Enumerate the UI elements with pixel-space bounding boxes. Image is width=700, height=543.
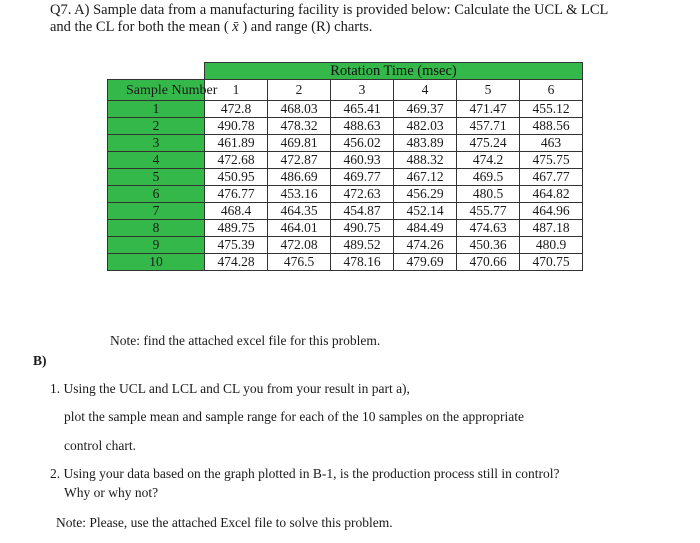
rotation-time-cell: 464.82: [520, 186, 583, 203]
rotation-time-cell: 489.52: [331, 237, 394, 254]
rotation-time-cell: 469.37: [394, 101, 457, 118]
rotation-time-cell: 455.12: [520, 101, 583, 118]
rotation-time-cell: 470.66: [457, 254, 520, 271]
part-b-label: B): [33, 353, 47, 368]
rotation-time-cell: 450.95: [205, 169, 268, 186]
table-row: [108, 254, 583, 271]
rotation-time-cell: 482.03: [394, 118, 457, 135]
rotation-time-cell: 471.47: [457, 101, 520, 118]
rotation-time-cell: 476.77: [205, 186, 268, 203]
rotation-time-cell: 464.35: [268, 203, 331, 220]
sample-number-cell: 4: [108, 152, 205, 169]
rotation-time-cell: 486.69: [268, 169, 331, 186]
sample-number-cell: 2: [108, 118, 205, 135]
table-row: [108, 186, 583, 203]
rotation-time-cell: 490.75: [331, 220, 394, 237]
table-row: [108, 135, 583, 152]
rotation-time-cell: 488.56: [520, 118, 583, 135]
rotation-time-cell: 487.18: [520, 220, 583, 237]
sample-number-label: Sample Number: [126, 82, 218, 98]
column-header-4: 4: [394, 80, 457, 101]
sample-number-cell: 5: [108, 169, 205, 186]
table-row: [108, 101, 583, 118]
rotation-time-cell: 468.03: [268, 101, 331, 118]
sample-number-cell: 8: [108, 220, 205, 237]
column-header-2: 2: [268, 80, 331, 101]
note-part-a: Note: find the attached excel file for this problem.: [110, 333, 381, 348]
rotation-time-cell: 490.78: [205, 118, 268, 135]
question-line-2-start: and the CL for both the mean (: [50, 19, 229, 35]
rotation-time-cell: 475.39: [205, 237, 268, 254]
rotation-time-cell: 457.71: [457, 118, 520, 135]
rotation-time-cell: 469.77: [331, 169, 394, 186]
rotation-time-cell: 468.4: [205, 203, 268, 220]
part-b-item1-line1: 1. Using the UCL and LCL and CL you from your result in part a),: [50, 381, 410, 396]
group-header-row: [108, 63, 583, 80]
rotation-time-cell: 465.41: [331, 101, 394, 118]
rotation-time-cell: 488.32: [394, 152, 457, 169]
rotation-time-cell: 472.08: [268, 237, 331, 254]
table-row: [108, 220, 583, 237]
sample-number-cell: 3: [108, 135, 205, 152]
xbar-symbol: x̄: [232, 19, 239, 35]
sample-number-cell: 6: [108, 186, 205, 203]
sample-number-cell: 7: [108, 203, 205, 220]
part-b-note: Note: Please, use the attached Excel file to solve this problem.: [56, 515, 393, 530]
sample-number-header: [108, 80, 218, 101]
rotation-time-cell: 456.29: [394, 186, 457, 203]
rotation-time-cell: 455.77: [457, 203, 520, 220]
rotation-time-cell: 474.28: [205, 254, 268, 271]
rotation-time-cell: 480.9: [520, 237, 583, 254]
rotation-time-cell: 464.01: [268, 220, 331, 237]
rotation-time-cell: 450.36: [457, 237, 520, 254]
rotation-time-cell: 478.16: [331, 254, 394, 271]
part-b-item1-line3: control chart.: [64, 438, 136, 453]
table-row: [108, 203, 583, 220]
rotation-time-cell: 460.93: [331, 152, 394, 169]
rotation-time-cell: 489.75: [205, 220, 268, 237]
rotation-time-cell: 484.49: [394, 220, 457, 237]
rotation-time-cell: 453.16: [268, 186, 331, 203]
rotation-time-cell: 463: [520, 135, 583, 152]
rotation-time-cell: 469.81: [268, 135, 331, 152]
column-header-6: 6: [520, 80, 583, 101]
part-b-item1-line2: plot the sample mean and sample range for each of the 10 samples on the appropriate: [64, 409, 524, 424]
rotation-time-cell: 478.32: [268, 118, 331, 135]
rotation-time-cell: 472.63: [331, 186, 394, 203]
rotation-time-cell: 472.87: [268, 152, 331, 169]
question-line-1: Q7. A) Sample data from a manufacturing facility is provided below: Calculate the UCL & LCL: [50, 2, 609, 18]
rotation-time-cell: 469.5: [457, 169, 520, 186]
column-header-3: 3: [331, 80, 394, 101]
column-header-row: [108, 80, 583, 101]
sample-number-cell: 1: [108, 101, 205, 118]
part-b-item2-line2: Why or why not?: [64, 485, 159, 500]
rotation-time-table: [107, 62, 583, 271]
table-row: [108, 237, 583, 254]
table-row: [108, 152, 583, 169]
rotation-time-cell: 464.96: [520, 203, 583, 220]
table-row: [108, 118, 583, 135]
rotation-time-cell: 461.89: [205, 135, 268, 152]
rotation-time-cell: 472.8: [205, 101, 268, 118]
rotation-time-cell: 479.69: [394, 254, 457, 271]
rotation-time-cell: 456.02: [331, 135, 394, 152]
question-text: [50, 2, 680, 36]
rotation-time-header: Rotation Time (msec): [205, 63, 583, 80]
column-header-5: 5: [457, 80, 520, 101]
blank-corner: [108, 63, 205, 80]
rotation-time-cell: 476.5: [268, 254, 331, 271]
sample-number-cell: 9: [108, 237, 205, 254]
rotation-time-cell: 474.63: [457, 220, 520, 237]
rotation-time-cell: 467.12: [394, 169, 457, 186]
rotation-time-table-wrap: [107, 62, 583, 271]
part-b-item2-line1: 2. Using your data based on the graph plotted in B-1, is the production process still in control?: [50, 466, 560, 481]
rotation-time-cell: 470.75: [520, 254, 583, 271]
rotation-time-cell: 483.89: [394, 135, 457, 152]
sample-number-cell: 10: [108, 254, 205, 271]
rotation-time-cell: 475.75: [520, 152, 583, 169]
rotation-time-cell: 472.68: [205, 152, 268, 169]
rotation-time-cell: 488.63: [331, 118, 394, 135]
table-row: [108, 169, 583, 186]
question-line-2: [50, 19, 680, 36]
rotation-time-cell: 452.14: [394, 203, 457, 220]
rotation-time-cell: 474.2: [457, 152, 520, 169]
question-line-2-end: ) and range (R) charts.: [242, 19, 373, 35]
rotation-time-cell: 454.87: [331, 203, 394, 220]
rotation-time-cell: 480.5: [457, 186, 520, 203]
rotation-time-cell: 474.26: [394, 237, 457, 254]
rotation-time-cell: 467.77: [520, 169, 583, 186]
column-header-1: 1: [205, 80, 268, 101]
rotation-time-cell: 475.24: [457, 135, 520, 152]
